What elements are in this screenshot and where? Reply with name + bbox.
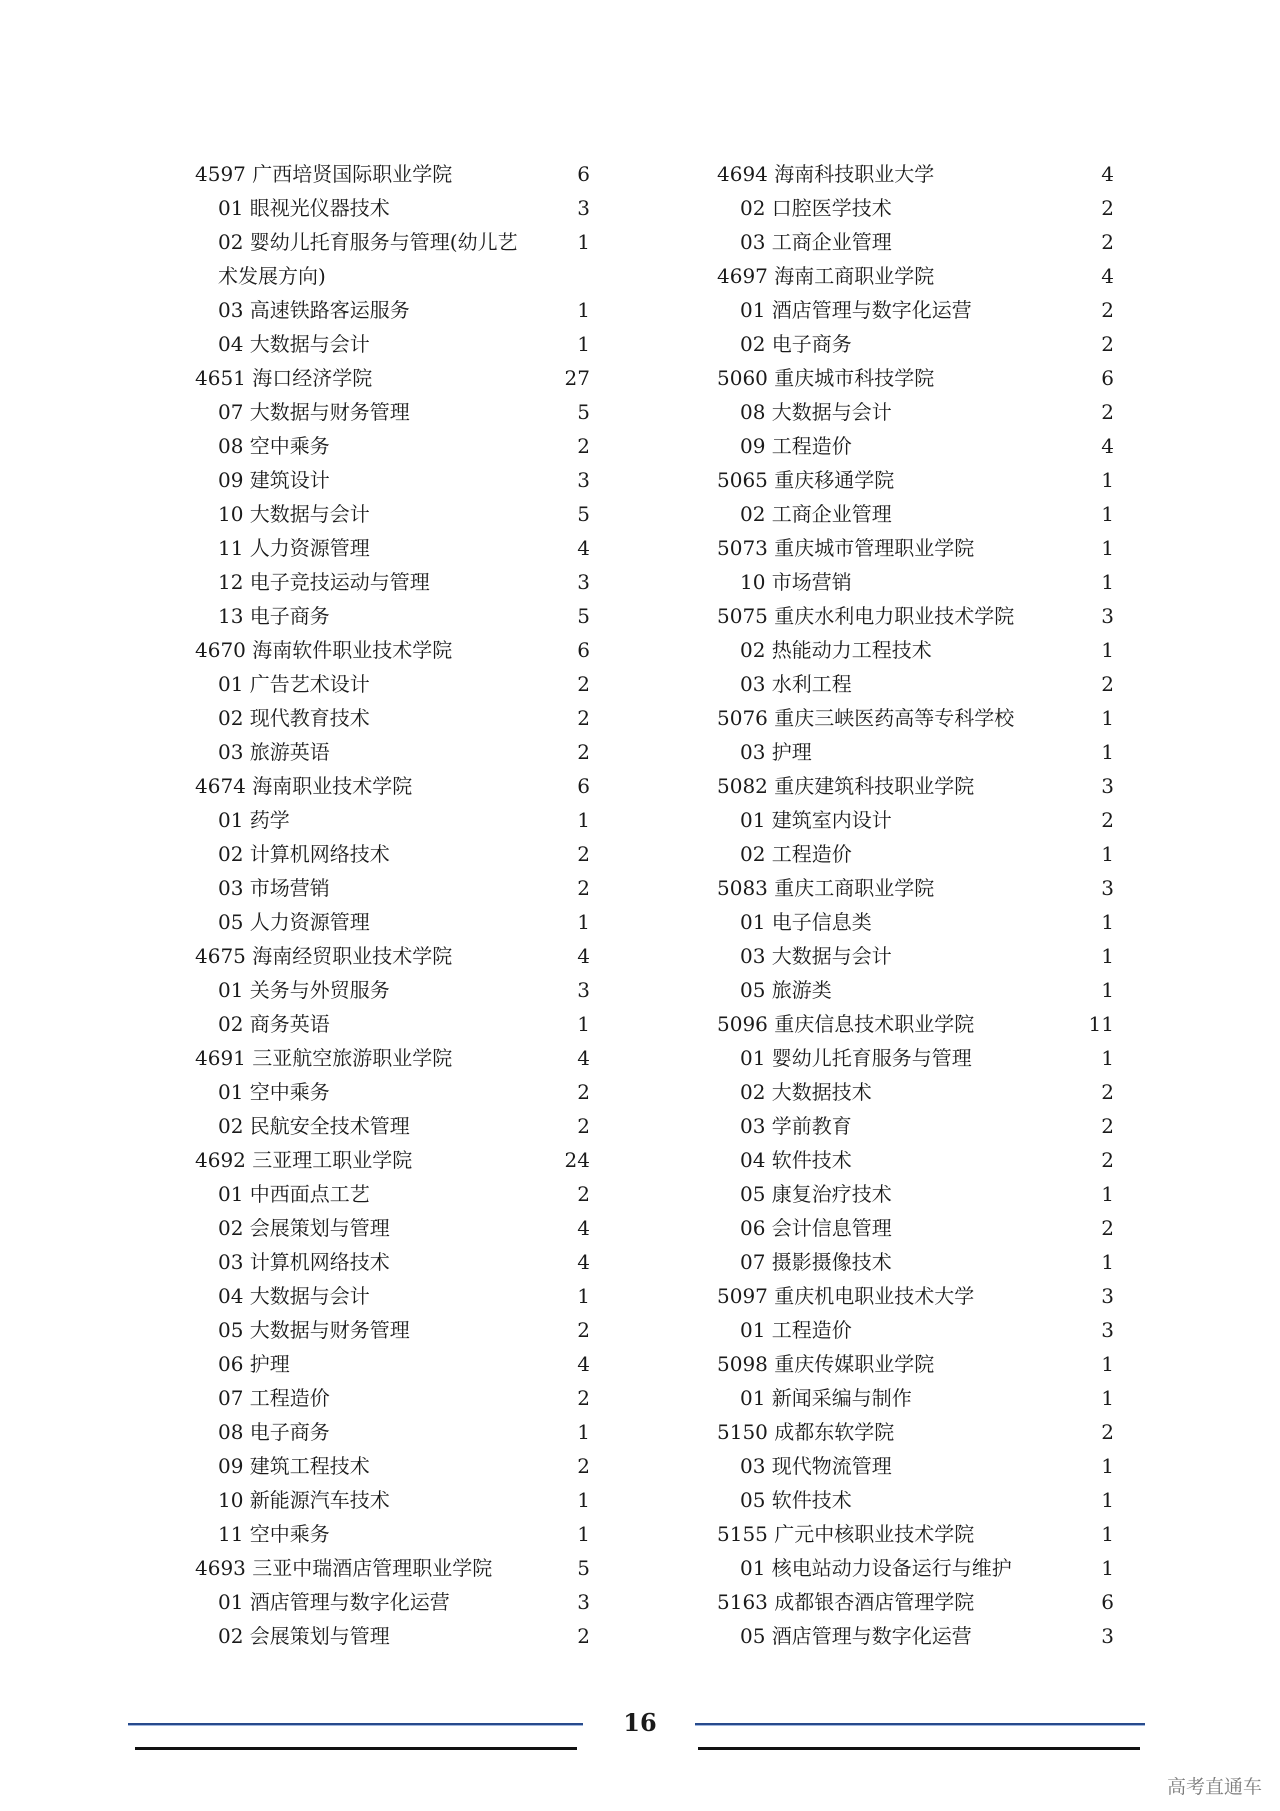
enrollment-count: 2 bbox=[1101, 1420, 1114, 1444]
major-row bbox=[717, 905, 1114, 939]
enrollment-count: 2 bbox=[577, 672, 590, 696]
major-row bbox=[717, 1483, 1114, 1517]
major-name: 03 护理 bbox=[740, 740, 812, 764]
enrollment-count: 1 bbox=[1101, 1488, 1114, 1512]
enrollment-count: 1 bbox=[577, 1284, 590, 1308]
major-row bbox=[195, 531, 590, 565]
major-row bbox=[717, 1109, 1114, 1143]
major-name: 03 计算机网络技术 bbox=[218, 1250, 390, 1274]
major-name: 01 广告艺术设计 bbox=[218, 672, 370, 696]
school-name: 5163 成都银杏酒店管理学院 bbox=[717, 1590, 975, 1614]
page-number: 16 bbox=[623, 1708, 657, 1737]
enrollment-count: 1 bbox=[1101, 570, 1114, 594]
enrollment-count: 1 bbox=[1101, 502, 1114, 526]
footer-rule-black-right bbox=[698, 1747, 1140, 1750]
enrollment-count: 1 bbox=[1101, 740, 1114, 764]
enrollment-count: 3 bbox=[1101, 774, 1114, 798]
major-name: 02 会展策划与管理 bbox=[218, 1216, 390, 1240]
major-row bbox=[195, 1109, 590, 1143]
enrollment-count: 2 bbox=[577, 842, 590, 866]
major-row bbox=[717, 837, 1114, 871]
enrollment-count: 2 bbox=[1101, 808, 1114, 832]
school-name: 5076 重庆三峡医药高等专科学校 bbox=[717, 706, 1015, 730]
enrollment-count: 6 bbox=[577, 638, 590, 662]
major-row bbox=[195, 837, 590, 871]
major-row bbox=[195, 871, 590, 905]
major-name: 05 人力资源管理 bbox=[218, 910, 370, 934]
enrollment-count: 2 bbox=[1101, 1148, 1114, 1172]
major-name: 02 大数据技术 bbox=[740, 1080, 872, 1104]
major-name: 11 空中乘务 bbox=[218, 1522, 330, 1546]
school-row bbox=[195, 1551, 590, 1585]
school-row bbox=[717, 1347, 1114, 1381]
major-name: 09 建筑设计 bbox=[218, 468, 330, 492]
major-row bbox=[195, 1211, 590, 1245]
enrollment-count: 1 bbox=[577, 332, 590, 356]
school-name: 5073 重庆城市管理职业学院 bbox=[717, 536, 975, 560]
enrollment-count: 2 bbox=[577, 1454, 590, 1478]
enrollment-count: 5 bbox=[577, 1556, 590, 1580]
enrollment-count: 1 bbox=[577, 230, 590, 254]
enrollment-count: 2 bbox=[577, 1114, 590, 1138]
enrollment-count: 1 bbox=[1101, 1250, 1114, 1274]
major-name: 05 康复治疗技术 bbox=[740, 1182, 892, 1206]
major-name: 12 电子竞技运动与管理 bbox=[218, 570, 430, 594]
major-row bbox=[717, 1075, 1114, 1109]
major-row bbox=[717, 1041, 1114, 1075]
school-name: 4693 三亚中瑞酒店管理职业学院 bbox=[195, 1556, 493, 1580]
enrollment-count: 1 bbox=[1101, 706, 1114, 730]
school-name: 5155 广元中核职业技术学院 bbox=[717, 1522, 975, 1546]
enrollment-count: 2 bbox=[1101, 672, 1114, 696]
major-name: 01 眼视光仪器技术 bbox=[218, 196, 390, 220]
major-row bbox=[717, 497, 1114, 531]
school-row bbox=[195, 361, 590, 395]
major-row bbox=[195, 1245, 590, 1279]
school-row bbox=[717, 769, 1114, 803]
major-name: 01 空中乘务 bbox=[218, 1080, 330, 1104]
major-row bbox=[195, 973, 590, 1007]
school-name: 4670 海南软件职业技术学院 bbox=[195, 638, 453, 662]
enrollment-count: 1 bbox=[577, 1012, 590, 1036]
school-row bbox=[717, 701, 1114, 735]
major-name: 06 护理 bbox=[218, 1352, 290, 1376]
enrollment-count: 3 bbox=[577, 468, 590, 492]
major-name: 05 酒店管理与数字化运营 bbox=[740, 1624, 972, 1648]
major-row bbox=[195, 735, 590, 769]
major-name: 13 电子商务 bbox=[218, 604, 330, 628]
major-row bbox=[717, 973, 1114, 1007]
enrollment-count: 6 bbox=[1101, 366, 1114, 390]
school-name: 4697 海南工商职业学院 bbox=[717, 264, 935, 288]
enrollment-count: 6 bbox=[1101, 1590, 1114, 1614]
major-name: 03 水利工程 bbox=[740, 672, 852, 696]
enrollment-count: 6 bbox=[577, 774, 590, 798]
major-name: 03 旅游英语 bbox=[218, 740, 330, 764]
major-name: 01 药学 bbox=[218, 808, 290, 832]
major-name: 01 婴幼儿托育服务与管理 bbox=[740, 1046, 972, 1070]
school-row bbox=[195, 769, 590, 803]
school-row bbox=[717, 531, 1114, 565]
school-row bbox=[195, 157, 590, 191]
major-name: 08 大数据与会计 bbox=[740, 400, 892, 424]
enrollment-count: 3 bbox=[1101, 604, 1114, 628]
enrollment-count: 4 bbox=[577, 944, 590, 968]
major-row bbox=[195, 1483, 590, 1517]
footer-rule-black-left bbox=[135, 1747, 577, 1750]
enrollment-count: 4 bbox=[577, 1250, 590, 1274]
enrollment-count: 2 bbox=[1101, 400, 1114, 424]
school-name: 5083 重庆工商职业学院 bbox=[717, 876, 935, 900]
major-row bbox=[717, 225, 1114, 259]
enrollment-count: 1 bbox=[577, 808, 590, 832]
major-name: 03 现代物流管理 bbox=[740, 1454, 892, 1478]
major-row bbox=[195, 395, 590, 429]
enrollment-count: 1 bbox=[577, 1420, 590, 1444]
enrollment-count: 3 bbox=[577, 978, 590, 1002]
enrollment-count: 2 bbox=[577, 1318, 590, 1342]
major-row bbox=[717, 803, 1114, 837]
major-name: 02 热能动力工程技术 bbox=[740, 638, 932, 662]
major-row bbox=[195, 565, 590, 599]
school-name: 5097 重庆机电职业技术大学 bbox=[717, 1284, 975, 1308]
major-name: 02 工程造价 bbox=[740, 842, 852, 866]
major-row bbox=[195, 701, 590, 735]
major-row bbox=[195, 225, 590, 293]
school-row bbox=[195, 1041, 590, 1075]
enrollment-count: 2 bbox=[1101, 230, 1114, 254]
major-row bbox=[195, 1347, 590, 1381]
major-row bbox=[195, 1075, 590, 1109]
school-row bbox=[717, 259, 1114, 293]
enrollment-count: 2 bbox=[577, 740, 590, 764]
major-name: 01 电子信息类 bbox=[740, 910, 872, 934]
major-name: 02 现代教育技术 bbox=[218, 706, 370, 730]
school-row bbox=[717, 1585, 1114, 1619]
major-row bbox=[717, 1313, 1114, 1347]
enrollment-count: 4 bbox=[1101, 434, 1114, 458]
enrollment-count: 1 bbox=[1101, 1046, 1114, 1070]
major-row bbox=[195, 1449, 590, 1483]
school-name: 5096 重庆信息技术职业学院 bbox=[717, 1012, 975, 1036]
school-row bbox=[195, 939, 590, 973]
enrollment-count: 2 bbox=[1101, 298, 1114, 322]
school-row bbox=[717, 1415, 1114, 1449]
enrollment-count: 2 bbox=[577, 1182, 590, 1206]
major-row bbox=[717, 667, 1114, 701]
major-name: 02 婴幼儿托育服务与管理(幼儿艺术发展方向) bbox=[218, 230, 518, 288]
school-name: 5060 重庆城市科技学院 bbox=[717, 366, 935, 390]
school-row bbox=[717, 361, 1114, 395]
enrollment-count: 2 bbox=[1101, 1216, 1114, 1240]
left-column bbox=[195, 157, 590, 1653]
major-row bbox=[195, 1517, 590, 1551]
major-row bbox=[195, 429, 590, 463]
enrollment-count: 4 bbox=[1101, 162, 1114, 186]
major-row bbox=[717, 395, 1114, 429]
enrollment-count: 2 bbox=[577, 876, 590, 900]
enrollment-count: 3 bbox=[1101, 876, 1114, 900]
enrollment-count: 6 bbox=[577, 162, 590, 186]
school-row bbox=[717, 1279, 1114, 1313]
major-row bbox=[717, 735, 1114, 769]
major-row bbox=[195, 599, 590, 633]
enrollment-count: 3 bbox=[1101, 1624, 1114, 1648]
major-name: 03 大数据与会计 bbox=[740, 944, 892, 968]
major-name: 02 商务英语 bbox=[218, 1012, 330, 1036]
school-name: 5150 成都东软学院 bbox=[717, 1420, 895, 1444]
major-name: 02 口腔医学技术 bbox=[740, 196, 892, 220]
major-row bbox=[717, 1551, 1114, 1585]
major-name: 07 摄影摄像技术 bbox=[740, 1250, 892, 1274]
major-row bbox=[195, 1585, 590, 1619]
major-row bbox=[717, 293, 1114, 327]
major-name: 08 电子商务 bbox=[218, 1420, 330, 1444]
enrollment-count: 1 bbox=[1101, 1182, 1114, 1206]
school-name: 5082 重庆建筑科技职业学院 bbox=[717, 774, 975, 798]
enrollment-count: 2 bbox=[577, 434, 590, 458]
major-row bbox=[195, 1415, 590, 1449]
major-name: 02 民航安全技术管理 bbox=[218, 1114, 410, 1138]
major-name: 01 建筑室内设计 bbox=[740, 808, 892, 832]
major-name: 10 大数据与会计 bbox=[218, 502, 370, 526]
major-row bbox=[717, 327, 1114, 361]
enrollment-count: 1 bbox=[577, 1522, 590, 1546]
major-name: 01 工程造价 bbox=[740, 1318, 852, 1342]
school-name: 5075 重庆水利电力职业技术学院 bbox=[717, 604, 1015, 628]
major-row bbox=[717, 1211, 1114, 1245]
enrollment-count: 1 bbox=[577, 298, 590, 322]
school-name: 4674 海南职业技术学院 bbox=[195, 774, 413, 798]
major-row bbox=[717, 565, 1114, 599]
enrollment-count: 1 bbox=[1101, 536, 1114, 560]
major-name: 01 新闻采编与制作 bbox=[740, 1386, 912, 1410]
major-name: 05 大数据与财务管理 bbox=[218, 1318, 410, 1342]
major-row bbox=[195, 803, 590, 837]
major-name: 03 学前教育 bbox=[740, 1114, 852, 1138]
enrollment-count: 1 bbox=[577, 910, 590, 934]
enrollment-count: 2 bbox=[577, 1080, 590, 1104]
major-name: 01 酒店管理与数字化运营 bbox=[740, 298, 972, 322]
major-row bbox=[195, 1279, 590, 1313]
footer-rule-blue-left bbox=[128, 1723, 583, 1725]
enrollment-count: 3 bbox=[577, 1590, 590, 1614]
major-name: 10 市场营销 bbox=[740, 570, 852, 594]
major-name: 11 人力资源管理 bbox=[218, 536, 370, 560]
school-row bbox=[717, 1517, 1114, 1551]
enrollment-count: 1 bbox=[1101, 1454, 1114, 1478]
enrollment-count: 3 bbox=[1101, 1318, 1114, 1342]
major-row bbox=[717, 191, 1114, 225]
page-footer bbox=[0, 1700, 1280, 1760]
enrollment-count: 4 bbox=[577, 1216, 590, 1240]
major-row bbox=[717, 1177, 1114, 1211]
school-row bbox=[717, 871, 1114, 905]
school-row bbox=[195, 1143, 590, 1177]
major-row bbox=[195, 463, 590, 497]
enrollment-count: 2 bbox=[1101, 196, 1114, 220]
enrollment-count: 1 bbox=[1101, 468, 1114, 492]
school-row bbox=[717, 1007, 1114, 1041]
major-row bbox=[195, 293, 590, 327]
school-name: 5098 重庆传媒职业学院 bbox=[717, 1352, 935, 1376]
major-row bbox=[195, 1619, 590, 1653]
school-name: 4694 海南科技职业大学 bbox=[717, 162, 935, 186]
major-name: 02 会展策划与管理 bbox=[218, 1624, 390, 1648]
major-name: 08 空中乘务 bbox=[218, 434, 330, 458]
major-row bbox=[195, 1007, 590, 1041]
enrollment-count: 5 bbox=[577, 400, 590, 424]
major-name: 03 工商企业管理 bbox=[740, 230, 892, 254]
enrollment-count: 2 bbox=[1101, 1080, 1114, 1104]
major-name: 10 新能源汽车技术 bbox=[218, 1488, 390, 1512]
major-name: 04 大数据与会计 bbox=[218, 1284, 370, 1308]
enrollment-count: 5 bbox=[577, 502, 590, 526]
enrollment-count: 1 bbox=[1101, 910, 1114, 934]
enrollment-count: 2 bbox=[1101, 332, 1114, 356]
enrollment-count: 3 bbox=[577, 196, 590, 220]
major-name: 02 计算机网络技术 bbox=[218, 842, 390, 866]
school-name: 4651 海口经济学院 bbox=[195, 366, 373, 390]
major-row bbox=[195, 1177, 590, 1211]
enrollment-count: 2 bbox=[577, 706, 590, 730]
school-name: 4691 三亚航空旅游职业学院 bbox=[195, 1046, 453, 1070]
major-row bbox=[195, 1313, 590, 1347]
major-row bbox=[717, 939, 1114, 973]
enrollment-count: 4 bbox=[577, 536, 590, 560]
school-row bbox=[717, 599, 1114, 633]
major-row bbox=[195, 497, 590, 531]
enrollment-count: 3 bbox=[1101, 1284, 1114, 1308]
enrollment-count: 11 bbox=[1088, 1012, 1114, 1036]
major-row bbox=[717, 1245, 1114, 1279]
major-row bbox=[717, 1381, 1114, 1415]
enrollment-count: 4 bbox=[577, 1352, 590, 1376]
enrollment-count: 1 bbox=[1101, 978, 1114, 1002]
major-name: 06 会计信息管理 bbox=[740, 1216, 892, 1240]
major-row bbox=[195, 1381, 590, 1415]
major-name: 03 市场营销 bbox=[218, 876, 330, 900]
major-row bbox=[717, 1143, 1114, 1177]
enrollment-count: 3 bbox=[577, 570, 590, 594]
enrollment-count: 1 bbox=[1101, 1556, 1114, 1580]
major-name: 03 高速铁路客运服务 bbox=[218, 298, 410, 322]
major-name: 09 建筑工程技术 bbox=[218, 1454, 370, 1478]
school-name: 4675 海南经贸职业技术学院 bbox=[195, 944, 453, 968]
major-name: 07 工程造价 bbox=[218, 1386, 330, 1410]
major-name: 01 酒店管理与数字化运营 bbox=[218, 1590, 450, 1614]
school-row bbox=[717, 463, 1114, 497]
right-column bbox=[717, 157, 1114, 1653]
major-row bbox=[195, 191, 590, 225]
school-name: 5065 重庆移通学院 bbox=[717, 468, 895, 492]
school-row bbox=[195, 633, 590, 667]
enrollment-count: 4 bbox=[1101, 264, 1114, 288]
enrollment-count: 27 bbox=[564, 366, 590, 390]
major-row bbox=[717, 429, 1114, 463]
major-row bbox=[195, 327, 590, 361]
major-row bbox=[717, 633, 1114, 667]
major-name: 04 大数据与会计 bbox=[218, 332, 370, 356]
enrollment-count: 1 bbox=[1101, 842, 1114, 866]
major-name: 02 电子商务 bbox=[740, 332, 852, 356]
enrollment-count: 2 bbox=[577, 1624, 590, 1648]
enrollment-count: 1 bbox=[577, 1488, 590, 1512]
school-row bbox=[717, 157, 1114, 191]
enrollment-count: 24 bbox=[564, 1148, 590, 1172]
enrollment-count: 4 bbox=[577, 1046, 590, 1070]
major-row bbox=[717, 1619, 1114, 1653]
school-name: 4692 三亚理工职业学院 bbox=[195, 1148, 413, 1172]
enrollment-count: 1 bbox=[1101, 1522, 1114, 1546]
major-name: 01 关务与外贸服务 bbox=[218, 978, 390, 1002]
school-name: 4597 广西培贤国际职业学院 bbox=[195, 162, 453, 186]
major-name: 04 软件技术 bbox=[740, 1148, 852, 1172]
enrollment-count: 1 bbox=[1101, 1352, 1114, 1376]
major-row bbox=[717, 1449, 1114, 1483]
enrollment-count: 5 bbox=[577, 604, 590, 628]
major-name: 01 中西面点工艺 bbox=[218, 1182, 370, 1206]
enrollment-count: 1 bbox=[1101, 638, 1114, 662]
enrollment-count: 1 bbox=[1101, 944, 1114, 968]
enrollment-count: 2 bbox=[1101, 1114, 1114, 1138]
major-name: 05 旅游类 bbox=[740, 978, 832, 1002]
major-name: 02 工商企业管理 bbox=[740, 502, 892, 526]
major-name: 05 软件技术 bbox=[740, 1488, 852, 1512]
enrollment-count: 1 bbox=[1101, 1386, 1114, 1410]
major-name: 09 工程造价 bbox=[740, 434, 852, 458]
major-row bbox=[195, 905, 590, 939]
footer-rule-blue-right bbox=[695, 1723, 1145, 1725]
major-name: 07 大数据与财务管理 bbox=[218, 400, 410, 424]
enrollment-count: 2 bbox=[577, 1386, 590, 1410]
major-row bbox=[195, 667, 590, 701]
major-name: 01 核电站动力设备运行与维护 bbox=[740, 1556, 1012, 1580]
watermark-text: 高考直通车 bbox=[1166, 1776, 1262, 1798]
